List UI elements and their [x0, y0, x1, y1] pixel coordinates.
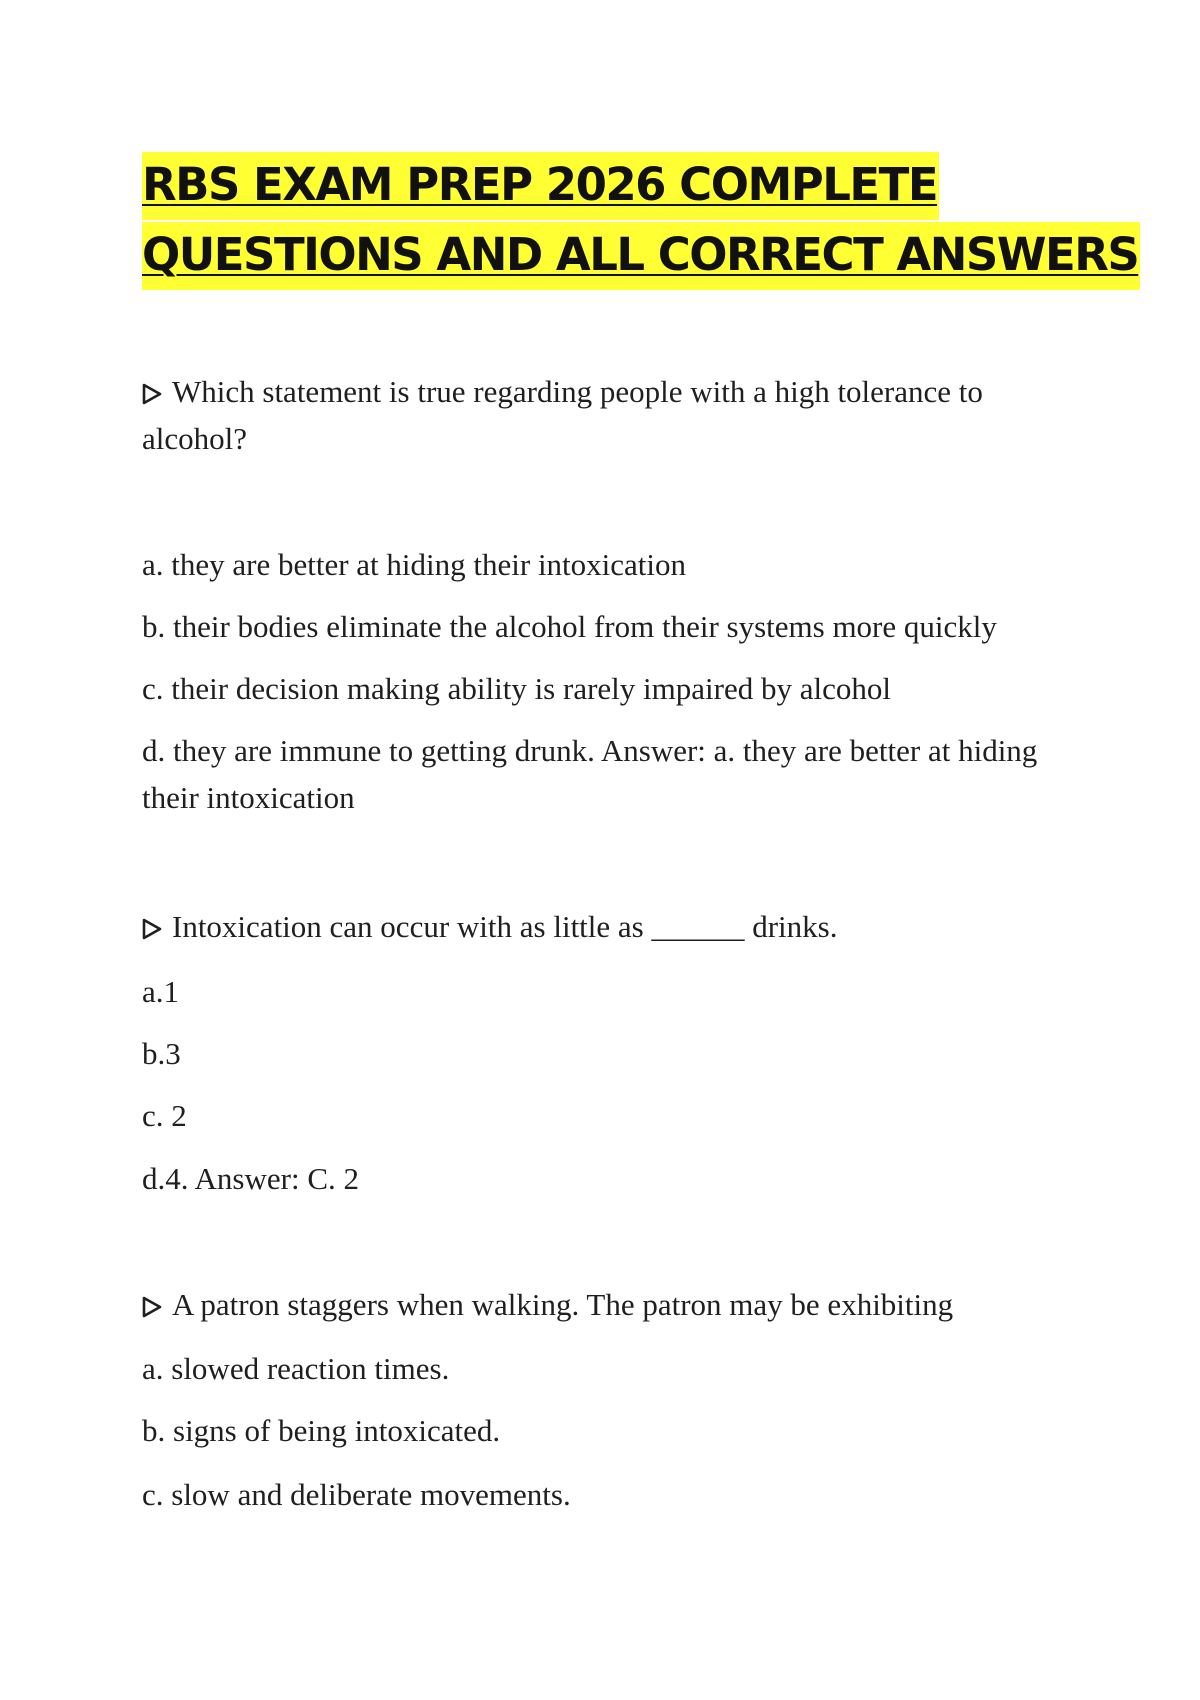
question-3-option-c: c. slow and deliberate movements. [142, 1477, 571, 1512]
question-1-option-c: c. their decision making ability is rarely impaired by alcohol [142, 671, 891, 706]
question-1-option-d: d. they are immune to getting drunk. Answer: a. they are better at hiding [142, 733, 1038, 768]
play-triangle-outline-icon [142, 918, 164, 940]
question-1-text: Which statement is true regarding people with a high tolerance to [142, 370, 983, 414]
question-2-option-a: a.1 [142, 974, 180, 1009]
title-line-2: QUESTIONS AND ALL CORRECT ANSWERS [142, 222, 1140, 290]
question-2-option-c: c. 2 [142, 1098, 187, 1133]
title-line-1: RBS EXAM PREP 2026 COMPLETE [142, 152, 939, 220]
question-1-option-b: b. their bodies eliminate the alcohol from their systems more quickly [142, 609, 997, 644]
question-3-option-a: a. slowed reaction times. [142, 1351, 450, 1386]
question-3-option-b: b. signs of being intoxicated. [142, 1413, 501, 1448]
question-2-option-d: d.4. Answer: C. 2 [142, 1161, 359, 1196]
question-2-option-b: b.3 [142, 1036, 181, 1071]
question-2-text: Intoxication can occur with as little as ______ drinks. [142, 905, 838, 949]
question-1-option-a: a. they are better at hiding their intoxication [142, 547, 687, 582]
question-1-answer-continued: their intoxication [142, 780, 355, 815]
play-triangle-outline-icon [142, 1296, 164, 1318]
question-3-text: A patron staggers when walking. The patron may be exhibiting [142, 1283, 953, 1327]
play-triangle-outline-icon [142, 383, 164, 405]
document-title [142, 152, 1139, 290]
question-1-text-continued: alcohol? [142, 421, 248, 456]
